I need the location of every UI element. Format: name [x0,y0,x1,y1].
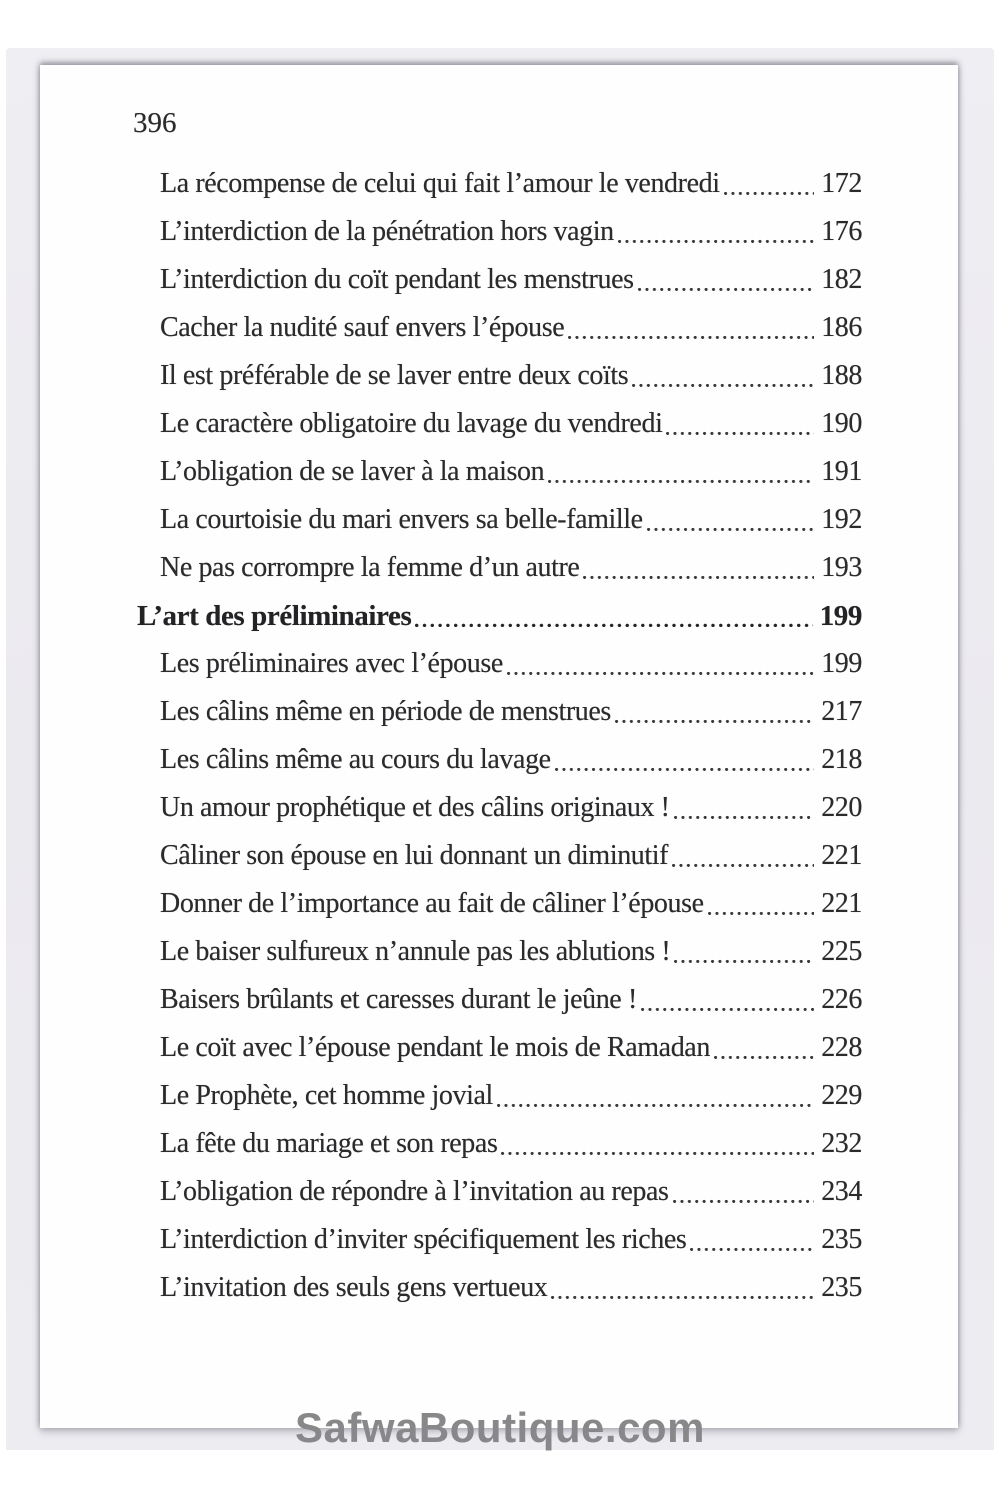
toc-entry [137,448,862,496]
toc-leader-dots [708,911,815,916]
toc-entry-page: 228 [821,1032,862,1063]
toc-leader-dots [497,1103,814,1108]
toc-entry-title: La courtoisie du mari envers sa belle-famille [160,504,643,535]
toc-entry [137,1216,862,1264]
toc-leader-dots [647,527,814,532]
toc-entry-title: Câliner son épouse en lui donnant un diminutif [160,840,669,871]
toc-list [137,160,862,1312]
toc-entry [137,928,862,976]
toc-leader-dots [618,239,814,244]
toc-entry [137,1024,862,1072]
toc-entry-page: 221 [821,840,862,871]
toc-entry-title: Ne pas corrompre la femme d’un autre [160,552,580,583]
toc-leader-dots [666,431,814,436]
toc-entry-title: L’interdiction de la pénétration hors vagin [160,216,614,247]
toc-entry [137,400,862,448]
toc-entry [137,1120,862,1168]
toc-leader-dots [548,479,814,484]
toc-leader-dots [415,623,812,628]
toc-entry-title: Le Prophète, cet homme jovial [160,1080,493,1111]
toc-entry [137,688,862,736]
toc-entry-title: Le coït avec l’épouse pendant le mois de Ramadan [160,1032,710,1063]
toc-entry [137,208,862,256]
toc-leader-dots [641,1007,814,1012]
toc-entry-title: Un amour prophétique et des câlins originaux ! [160,792,670,823]
toc-entry-title: La fête du mariage et son repas [160,1128,498,1159]
toc-entry [137,640,862,688]
toc-entry [137,544,862,592]
toc-leader-dots [555,767,814,772]
toc-entry [137,352,862,400]
toc-entry-page: 188 [821,360,862,391]
toc-entry-page: 217 [821,696,862,727]
toc-leader-dots [674,959,814,964]
toc-entry-page: 225 [821,936,862,967]
book-page [40,65,958,1428]
toc-entry [137,976,862,1024]
toc-leader-dots [551,1295,814,1300]
toc-entry-title: Il est préférable de se laver entre deux coïts [160,360,629,391]
toc-entry [137,160,862,208]
toc-entry-page: 192 [821,504,862,535]
toc-leader-dots [501,1151,814,1156]
toc-entry [137,592,862,640]
toc-entry-title: Donner de l’importance au fait de câliner l’épouse [160,888,704,919]
toc-entry-title: Les câlins même en période de menstrues [160,696,611,727]
toc-entry-title: Le baiser sulfureux n’annule pas les ablutions ! [160,936,671,967]
toc-entry-title: L’interdiction d’inviter spécifiquement les riches [160,1224,687,1255]
toc-entry [137,736,862,784]
toc-leader-dots [632,383,814,388]
toc-entry [137,784,862,832]
toc-entry-page: 199 [819,600,862,632]
toc-entry-page: 193 [821,552,862,583]
toc-entry-page: 226 [821,984,862,1015]
toc-leader-dots [690,1247,814,1252]
toc-entry-page: 191 [821,456,862,487]
toc-entry-page: 220 [821,792,862,823]
toc-leader-dots [673,1199,815,1204]
toc-entry-title: Les préliminaires avec l’épouse [160,648,503,679]
toc-entry-title: L’art des préliminaires [137,600,412,632]
toc-entry-page: 218 [821,744,862,775]
toc-entry-title: Baisers brûlants et caresses durant le jeûne ! [160,984,637,1015]
toc-leader-dots [714,1055,814,1060]
toc-entry [137,256,862,304]
toc-leader-dots [674,815,815,820]
toc-entry-page: 190 [821,408,862,439]
toc-entry [137,832,862,880]
toc-entry-title: Cacher la nudité sauf envers l’épouse [160,312,565,343]
toc-entry-page: 235 [821,1224,862,1255]
toc-entry-page: 199 [821,648,862,679]
toc-entry-title: La récompense de celui qui fait l’amour le vendredi [160,168,720,199]
toc-entry-title: Le caractère obligatoire du lavage du vendredi [160,408,663,439]
toc-entry-title: L’obligation de se laver à la maison [160,456,545,487]
toc-leader-dots [583,575,814,580]
toc-entry-page: 176 [821,216,862,247]
page-number: 396 [133,107,177,139]
toc-entry-page: 221 [821,888,862,919]
toc-leader-dots [507,671,814,676]
watermark-text: SafwaBoutique.com [295,1404,705,1451]
toc-entry-page: 235 [821,1272,862,1303]
toc-entry-page: 172 [821,168,862,199]
toc-leader-dots [615,719,814,724]
toc-leader-dots [638,287,815,292]
toc-entry-title: Les câlins même au cours du lavage [160,744,551,775]
toc-entry [137,1168,862,1216]
toc-entry-page: 182 [821,264,862,295]
toc-entry-page: 232 [821,1128,862,1159]
toc-entry [137,304,862,352]
toc-entry-page: 234 [821,1176,862,1207]
toc-entry [137,1264,862,1312]
toc-entry [137,880,862,928]
toc-leader-dots [672,863,814,868]
toc-entry [137,1072,862,1120]
toc-entry-page: 186 [821,312,862,343]
toc-entry-page: 229 [821,1080,862,1111]
toc-leader-dots [724,191,815,196]
toc-entry-title: L’interdiction du coït pendant les menstrues [160,264,634,295]
toc-leader-dots [568,335,814,340]
toc-entry-title: L’invitation des seuls gens vertueux [160,1272,548,1303]
toc-entry [137,496,862,544]
toc-entry-title: L’obligation de répondre à l’invitation au repas [160,1176,669,1207]
